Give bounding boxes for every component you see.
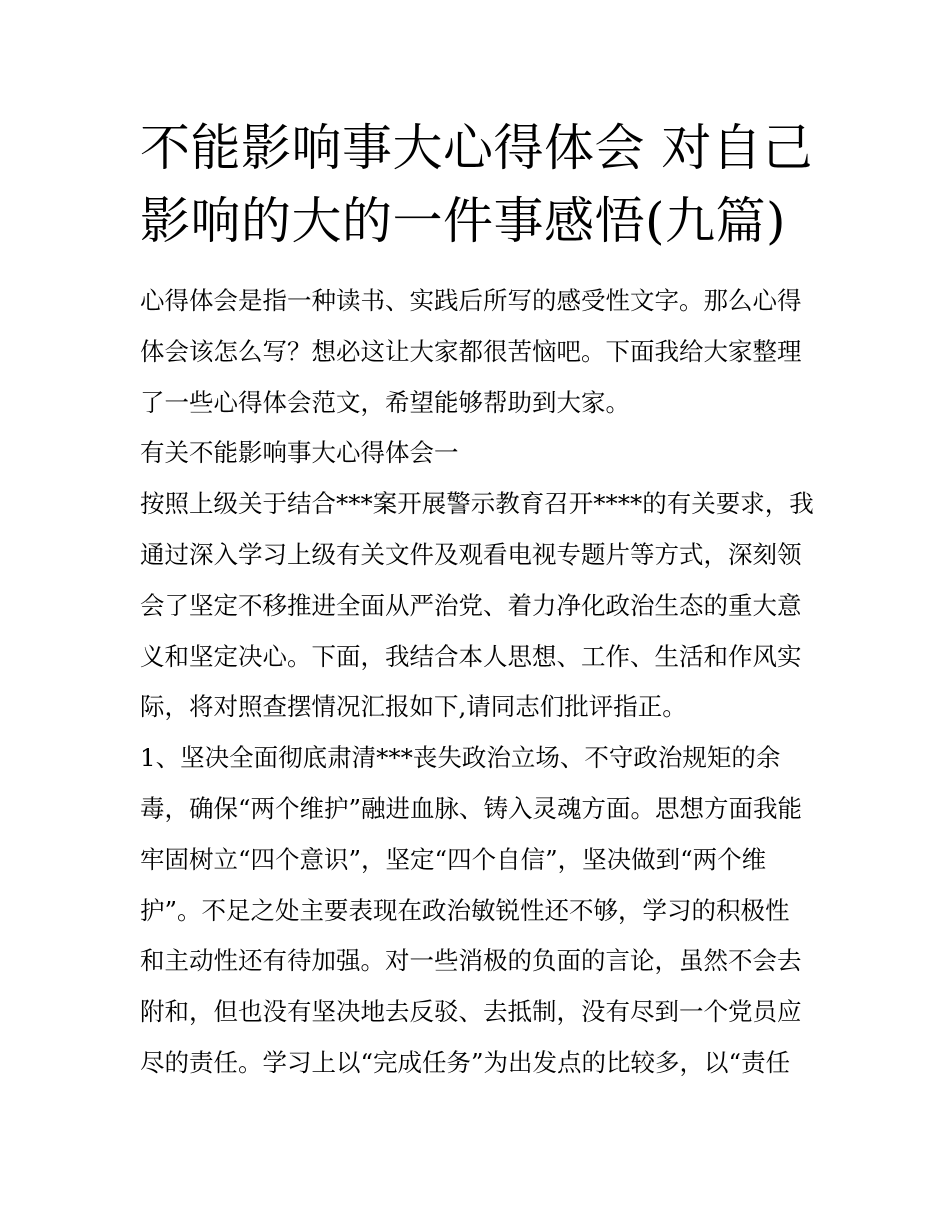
body-line-8: 牢固树立“四个意识”，坚定“四个自信”，坚决做到“两个维 — [140, 845, 767, 874]
intro-line-2: 体会该怎么写？想必这让大家都很苦恼吧。下面我给大家整理 — [140, 337, 802, 366]
body-line-12: 尽的责任。学习上以“完成任务”为出发点的比较多，以“责任 — [140, 1048, 791, 1077]
document-title — [140, 112, 830, 258]
body-line-6: 1、坚决全面彻底肃清***丧失政治立场、不守政治规矩的余 — [140, 743, 781, 772]
title-line-2: 影响的大的一件事感悟(九篇) — [140, 192, 787, 250]
body-line-2: 通过深入学习上级有关文件及观看电视专题片等方式，深刻领 — [140, 540, 802, 569]
body-line-1: 按照上级关于结合***案开展警示教育召开****的有关要求，我 — [140, 489, 814, 518]
body-line-5: 际，将对照查摆情况汇报如下,请同志们批评指正。 — [140, 692, 687, 721]
body-line-9: 护”。不足之处主要表现在政治敏锐性还不够，学习的积极性 — [140, 896, 790, 925]
intro-line-1: 心得体会是指一种读书、实践后所写的感受性文字。那么心得 — [140, 286, 802, 315]
body-line-3: 会了坚定不移推进全面从严治党、着力净化政治生态的重大意 — [140, 591, 802, 620]
body-line-10: 和主动性还有待加强。对一些消极的负面的言论，虽然不会去 — [140, 946, 802, 975]
body-line-11: 附和，但也没有坚决地去反驳、去抵制，没有尽到一个党员应 — [140, 997, 802, 1026]
body-line-4: 义和坚定决心。下面，我结合本人思想、工作、生活和作风实 — [140, 642, 802, 671]
body-line-7: 毒，确保“两个维护”融进血脉、铸入灵魂方面。思想方面我能 — [140, 794, 803, 823]
intro-line-3: 了一些心得体会范文，希望能够帮助到大家。 — [140, 388, 630, 417]
title-line-1: 不能影响事大心得体会 对自己 — [140, 119, 813, 177]
section-heading: 有关不能影响事大心得体会一 — [140, 438, 459, 467]
